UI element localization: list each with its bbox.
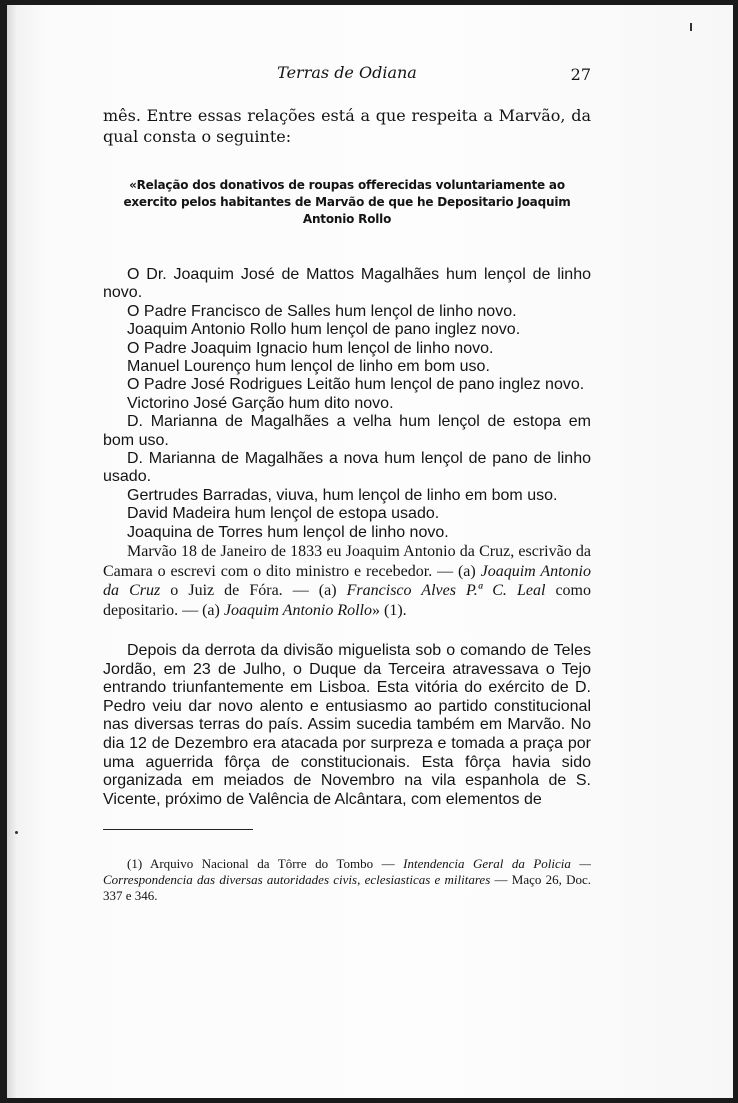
closing-text-2: o Juiz de Fóra. — (a): [160, 582, 347, 600]
closing-text-1: Marvão 18 de Janeiro de 1833 eu Joaquim Antonio da Cruz, escrivão da Camara o escrevi com o dito ministro e recebedor. — (a): [103, 543, 591, 580]
donation-list: [103, 266, 591, 542]
footnote-text-2: — Maço 26, Doc. 337 e 346.: [103, 872, 592, 904]
narrative-section: [103, 642, 591, 809]
list-item: O Dr. Joaquim José de Mattos Magalhães hum lençol de linho novo.: [103, 266, 591, 302]
list-item: O Padre Francisco de Salles hum lençol de linho novo.: [127, 302, 517, 320]
footnote-divider: [103, 829, 253, 830]
document-heading: «Relação dos donativos de roupas offerecidas voluntariamente ao exercito pelos habitantes de Marvão de que he Depositario Joaquim Antonio Rollo: [123, 178, 571, 226]
list-item: David Madeira hum lençol de estopa usado.: [127, 505, 440, 523]
signature-leal: Francisco Alves P.ª C. Leal: [346, 582, 546, 600]
list-item: Victorino José Garção hum dito novo.: [127, 394, 394, 412]
running-head: [103, 63, 591, 93]
page-content: [103, 63, 591, 904]
list-item: Gertrudes Barradas, viuva, hum lençol de linho em bom uso.: [127, 486, 558, 504]
closing-paragraph: [103, 542, 591, 620]
footnote-source: Intendencia Geral da Policia — Correspondencia das diversas autoridades civis, eclesiasticas e militares: [103, 856, 591, 888]
footnote: [103, 856, 591, 904]
intro-paragraph: mês. Entre essas relações está a que respeita a Marvão, da qual consta o seguinte:: [103, 106, 591, 146]
document-closing: [103, 542, 591, 620]
list-item: O Padre José Rodrigues Leitão hum lençol de pano inglez novo.: [127, 376, 585, 394]
scan-speck: [15, 831, 18, 834]
signature-cruz: Joaquim Antonio da Cruz: [103, 562, 591, 600]
running-head-title: Terras de Odiana: [277, 63, 417, 82]
closing-text-4: » (1).: [372, 601, 407, 619]
list-item: D. Marianna de Magalhães a nova hum lençol de pano de linho usado.: [103, 450, 591, 486]
list-item: O Padre Joaquim Ignacio hum lençol de linho novo.: [127, 339, 494, 357]
list-item: D. Marianna de Magalhães a velha hum lençol de estopa em bom uso.: [103, 413, 591, 449]
list-item: Manuel Lourenço hum lençol de linho em bom uso.: [127, 358, 490, 376]
closing-text-3: como depositario. — (a): [103, 582, 592, 619]
scan-speck: [690, 23, 692, 31]
list-item: Joaquina de Torres hum lençol de linho novo.: [127, 523, 449, 541]
list-item: Joaquim Antonio Rollo hum lençol de pano inglez novo.: [127, 321, 521, 339]
page-number: 27: [570, 65, 591, 84]
footnote-text-1: (1) Arquivo Nacional da Tôrre do Tombo —: [127, 856, 404, 872]
signature-rollo: Joaquim Antonio Rollo: [223, 601, 372, 619]
narrative-paragraph: Depois da derrota da divisão miguelista sob o comando de Teles Jordão, em 23 de Julho, o Duque da Terceira atravessava o Tejo entrando triunfantemente em Lisboa. Esta vitória do exército de D. Pedro veiu dar novo alento e entusiasmo ao partido constitucional nas diversas terras do país. Assim sucedia também em Marvão. No dia 12 de Dezembro era atacada por surpreza e tomada a praça por uma aguerrida fôrça de constitucionais. Esta fôrça havia sido organizada em meiados de Novembro na vila espanhola de S. Vicente, próximo de Valência de Alcântara, com elementos de: [103, 642, 591, 808]
